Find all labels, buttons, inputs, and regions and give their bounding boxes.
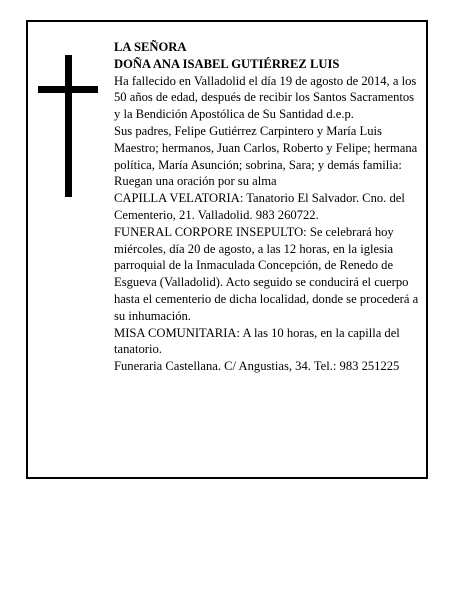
- funeral-home-info: Funeraria Castellana. C/ Angustias, 34. Tel.: 983 251225: [114, 359, 400, 374]
- cross-icon: [38, 55, 98, 197]
- funeral-info: FUNERAL CORPORE INSEPULTO: Se celebrará hoy miércoles, día 20 de agosto, a las 12 horas, en la iglesia parroquial de la Inmaculada Concepción, de Renedo de Esgueva (Valladolid). Acto seguido se conducirá el cuerpo hasta el cementerio de dicha localidad, donde se procederá a su inhumación.: [114, 224, 419, 323]
- cross-vertical-bar: [65, 55, 72, 197]
- obituary-text: [114, 39, 420, 375]
- deceased-name: DOÑA ANA ISABEL GUTIÉRREZ LUIS: [114, 56, 340, 71]
- cross-horizontal-bar: [38, 86, 98, 93]
- family-list: Sus padres, Felipe Gutiérrez Carpintero y María Luis Maestro; hermanos, Juan Carlos, Roberto y Felipe; hermana política, María Asunción; sobrina, Sara; y demás familia:: [114, 123, 418, 172]
- notice-title: LA SEÑORA: [114, 40, 187, 54]
- death-announcement: Ha fallecido en Valladolid el día 19 de agosto de 2014, a los 50 años de edad, después de recibir los Santos Sacramentos y la Bendición Apostólica de Su Santidad d.e.p.: [114, 73, 417, 122]
- wake-info: CAPILLA VELATORIA: Tanatorio El Salvador. Cno. del Cementerio, 21. Valladolid. 983 260722.: [114, 191, 405, 222]
- prayer-request: Ruegan una oración por su alma: [114, 174, 277, 189]
- mass-info: MISA COMUNITARIA: A las 10 horas, en la capilla del tanatorio.: [114, 325, 400, 357]
